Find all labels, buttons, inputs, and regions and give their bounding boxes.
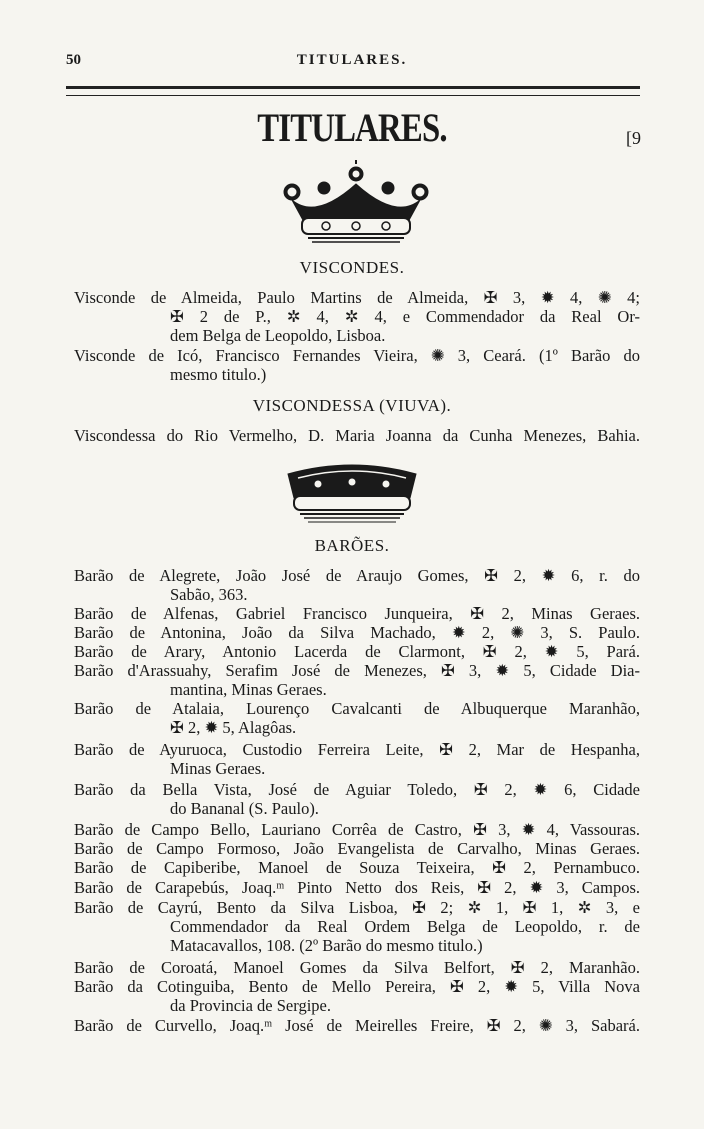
entry-cont: ✠ 2 de P., ✲ 4, ✲ 4, e Commendador da Real Or- — [170, 307, 640, 326]
entry-head: Visconde de Almeida, Paulo Martins de Almeida, ✠ 3, ✹ 4, ✺ 4; — [74, 288, 640, 307]
heading-baroes: BARÕES. — [314, 536, 390, 555]
viscount-crown-icon — [276, 160, 436, 250]
list-item — [74, 623, 640, 642]
entry-head: Barão de Carapebús, Joaq.ᵐ Pinto Netto dos Reis, ✠ 2, ✹ 3, Campos. — [74, 878, 640, 897]
entry-head: Barão de Alfenas, Gabriel Francisco Junqueira, ✠ 2, Minas Geraes. — [74, 604, 640, 623]
bracket-number: [9 — [626, 128, 641, 148]
entry-head: Barão de Atalaia, Lourenço Cavalcanti de Albuquerque Maranhão, — [74, 699, 640, 718]
entry-cont: mantina, Minas Geraes. — [170, 680, 327, 699]
page-title: TITULARES. — [257, 105, 447, 150]
heading-viscondessa: VISCONDESSA (VIUVA). — [252, 396, 452, 415]
entry-head: Barão de Alegrete, João José de Araujo Gomes, ✠ 2, ✹ 6, r. do — [74, 566, 640, 585]
entry-head: Barão de Arary, Antonio Lacerda de Clarmont, ✠ 2, ✹ 5, Pará. — [74, 642, 640, 661]
list-item — [74, 820, 640, 839]
list-item — [74, 898, 640, 955]
list-item — [74, 288, 640, 345]
entry-head: Barão da Cotinguiba, Bento de Mello Pereira, ✠ 2, ✹ 5, Villa Nova — [74, 977, 640, 996]
entry-cont: Minas Geraes. — [170, 759, 266, 778]
list-item — [74, 426, 640, 445]
list-item — [74, 858, 640, 877]
baron-crown-icon — [278, 460, 426, 526]
list-item — [74, 642, 640, 661]
list-item — [74, 878, 640, 897]
list-item — [74, 958, 640, 977]
entry-head: Viscondessa do Rio Vermelho, D. Maria Joanna da Cunha Menezes, Bahia. — [74, 426, 640, 445]
entry-cont: do Bananal (S. Paulo). — [170, 799, 319, 818]
list-item — [74, 699, 640, 737]
entry-cont: Commendador da Real Ordem Belga de Leopoldo, r. de — [170, 917, 640, 936]
entry-cont: dem Belga de Leopoldo, Lisboa. — [170, 326, 386, 345]
entry-head: Barão de Capiberibe, Manoel de Souza Teixeira, ✠ 2, Pernambuco. — [74, 858, 640, 877]
entry-head: Visconde de Icó, Francisco Fernandes Vieira, ✺ 3, Ceará. (1º Barão do — [74, 346, 640, 365]
list-item — [74, 780, 640, 818]
list-item — [74, 1016, 640, 1035]
list-item — [74, 604, 640, 623]
entry-head: Barão de Campo Bello, Lauriano Corrêa de Castro, ✠ 3, ✹ 4, Vassouras. — [74, 820, 640, 839]
entry-head: Barão da Bella Vista, José de Aguiar Toledo, ✠ 2, ✹ 6, Cidade — [74, 780, 640, 799]
list-item — [74, 661, 640, 699]
entry-head: Barão de Campo Formoso, João Evangelista de Carvalho, Minas Geraes. — [74, 839, 640, 858]
entry-cont: ✠ 2, ✹ 5, Alagôas. — [170, 718, 297, 737]
page-number: 50 — [66, 52, 81, 68]
list-item — [74, 839, 640, 858]
list-item — [74, 346, 640, 384]
entry-head: Barão de Antonina, João da Silva Machado, ✹ 2, ✺ 3, S. Paulo. — [74, 623, 640, 642]
list-item — [74, 977, 640, 1015]
entry-head: Barão de Coroatá, Manoel Gomes da Silva Belfort, ✠ 2, Maranhão. — [74, 958, 640, 977]
entry-cont: da Provincia de Sergipe. — [170, 996, 331, 1015]
entry-cont: Sabão, 363. — [170, 585, 248, 604]
entry-head: Barão de Curvello, Joaq.ᵐ José de Meirelles Freire, ✠ 2, ✺ 3, Sabará. — [74, 1016, 640, 1035]
entry-cont: Matacavallos, 108. (2º Barão do mesmo titulo.) — [170, 936, 483, 955]
header-rule — [66, 86, 640, 96]
list-item — [74, 566, 640, 604]
entry-head: Barão d'Arassuahy, Serafim José de Menezes, ✠ 3, ✹ 5, Cidade Dia- — [74, 661, 640, 680]
running-title: TITULARES. — [296, 52, 408, 68]
heading-viscondes: VISCONDES. — [299, 258, 405, 277]
entry-head: Barão de Ayuruoca, Custodio Ferreira Leite, ✠ 2, Mar de Hespanha, — [74, 740, 640, 759]
entry-cont: mesmo titulo.) — [170, 365, 267, 384]
list-item — [74, 740, 640, 778]
entry-head: Barão de Cayrú, Bento da Silva Lisboa, ✠ 2; ✲ 1, ✠ 1, ✲ 3, e — [74, 898, 640, 917]
